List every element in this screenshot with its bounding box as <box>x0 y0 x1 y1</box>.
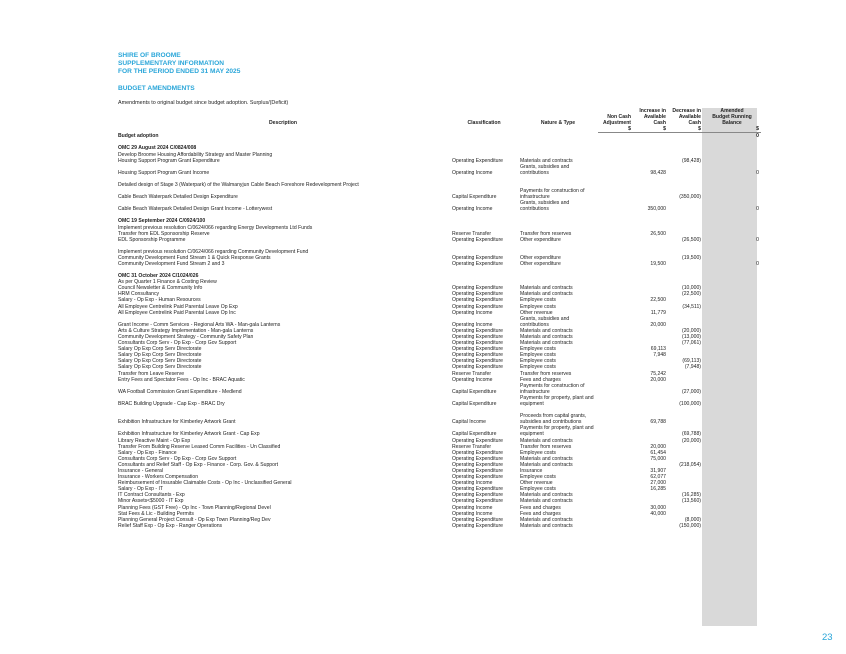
description-cell: Salary Op Exp Corp Serv Directorate <box>118 352 202 359</box>
noncash-cell <box>598 316 633 328</box>
increase-cell: 20,000 <box>650 376 666 383</box>
classification-cell: Operating Expenditure <box>452 498 503 505</box>
nature-cell: Grants, subsidies and contributions <box>520 200 570 213</box>
table-body <box>116 133 761 529</box>
description-cell: Consultants Corp Serv - Op Exp - Corp Gov Support <box>118 340 237 347</box>
nature-cell: Grants, subsidies and contributions <box>520 163 570 176</box>
decrease-cell: (98,428) <box>682 157 701 164</box>
decrease-cell: (150,000) <box>679 522 701 529</box>
classification-cell: Operating Expenditure <box>452 346 503 353</box>
decrease-cell: (22,500) <box>682 291 701 298</box>
noncash-cell <box>598 200 633 212</box>
nature-cell: Materials and contracts <box>520 516 573 523</box>
description-cell: As per Quarter 1 Finance & Costing Review <box>118 279 217 286</box>
description-cell: Consultants Corp Serv - Op Exp - Corp Gov Support <box>118 455 237 462</box>
unit-decrease: $ <box>668 126 703 133</box>
description-cell: Insurance - General <box>118 467 164 474</box>
classification-cell: Operating Expenditure <box>452 364 503 371</box>
increase-cell: 16,285 <box>650 486 666 493</box>
increase-cell: 40,000 <box>650 510 666 517</box>
nature-cell: Materials and contracts <box>520 285 573 292</box>
nature-cell: Materials and contracts <box>520 522 573 529</box>
table-row <box>116 523 761 529</box>
increase-cell: 11,779 <box>650 309 666 316</box>
section-title: BUDGET AMENDMENTS <box>118 85 195 92</box>
nature-cell: Payments for construction of infrastructure <box>520 382 585 395</box>
decrease-cell <box>668 316 703 328</box>
nature-cell: Materials and contracts <box>520 291 573 298</box>
decrease-cell <box>668 413 703 425</box>
description-cell: IT Contract Consultants - Exp <box>118 492 185 499</box>
noncash-cell <box>598 188 633 200</box>
nature-cell: Employee costs <box>520 486 556 493</box>
units-row <box>116 126 761 133</box>
increase-cell <box>633 395 668 407</box>
classification-cell: Operating Expenditure <box>452 157 503 164</box>
decrease-cell: (8,000) <box>684 516 701 523</box>
decrease-cell <box>668 133 703 140</box>
table-row <box>116 133 761 140</box>
decrease-cell: (218,054) <box>679 461 701 468</box>
nature-cell: Employee costs <box>520 352 556 359</box>
increase-cell <box>633 523 668 529</box>
classification-cell: Operating Expenditure <box>452 236 503 243</box>
nature-cell: Grants, subsidies and contributions <box>520 315 570 328</box>
nature-cell: Employee costs <box>520 474 556 481</box>
description-cell: Consultants and Relief Staff - Op Exp - Finance - Corp. Gov. & Support <box>118 461 279 468</box>
classification-cell: Operating Expenditure <box>452 461 503 468</box>
increase-cell: 75,242 <box>650 370 666 377</box>
balance-cell <box>703 425 761 437</box>
description-cell: Salary - Op Exp - Human Resources <box>118 297 201 304</box>
nature-cell: Employee costs <box>520 303 556 310</box>
description-cell: EDL Sponsorship Programme <box>118 236 186 243</box>
header-line-2: SUPPLEMENTARY INFORMATION <box>118 60 224 67</box>
classification-cell: Capital Expenditure <box>452 401 497 408</box>
table-row <box>116 413 761 425</box>
nature-cell: Employee costs <box>520 449 556 456</box>
table-row <box>116 425 761 437</box>
description-cell: Transfer From Building Reserve Leased Comm Facilities - Un Classified <box>118 443 281 450</box>
classification-cell: Operating Expenditure <box>452 516 503 523</box>
nature-cell: Other expenditure <box>520 236 561 243</box>
nature-cell: Materials and contracts <box>520 455 573 462</box>
decrease-cell: (13,560) <box>682 498 701 505</box>
classification-cell: Operating Income <box>452 321 493 328</box>
description-cell: Community Development Strategy - Community Safety Plan <box>118 334 254 340</box>
classification-cell: Operating Expenditure <box>452 285 503 292</box>
table-row <box>116 200 761 212</box>
nature-cell <box>518 133 598 140</box>
description-cell: Minor Assets<$5000 - IT Exp <box>118 498 184 505</box>
col-decrease: Decrease in Available Cash <box>672 108 701 127</box>
classification-cell: Capital Expenditure <box>452 194 497 201</box>
classification-cell: Reserve Transfer <box>452 370 492 377</box>
increase-cell <box>633 133 668 140</box>
description-cell: Reimbursement of Insurable Claimable Costs - Op Inc - Unclassified General <box>118 480 292 487</box>
increase-cell: 27,000 <box>650 480 666 487</box>
intro-text: Amendments to original budget since budget adoption. Surplus/(Deficit) <box>118 100 289 106</box>
balance-cell: 0 <box>756 133 759 140</box>
increase-cell: 69,113 <box>650 346 666 353</box>
increase-cell: 75,000 <box>650 455 666 462</box>
header-row <box>116 108 761 126</box>
description-cell: Salary - Op Exp - IT <box>118 486 164 493</box>
description-cell: Library Reactive Maint - Op Exp <box>118 437 191 444</box>
classification-cell: Operating Expenditure <box>452 486 503 493</box>
classification-cell: Operating Expenditure <box>452 297 503 304</box>
classification-cell: Operating Expenditure <box>452 449 503 456</box>
classification-cell: Operating Expenditure <box>452 327 503 334</box>
increase-cell: 20,000 <box>650 321 666 328</box>
header-line-3: FOR THE PERIOD ENDED 31 MAY 2025 <box>118 68 241 75</box>
description-cell: OMC 31 October 2024 C/1024/026 <box>118 273 199 280</box>
noncash-cell <box>598 523 633 529</box>
increase-cell: 31,907 <box>650 467 666 474</box>
nature-cell: Other revenue <box>520 309 553 316</box>
description-cell: Arts & Culture Strategy Implementation - Man-gala Lanterns <box>118 327 254 334</box>
table-row <box>116 164 761 176</box>
decrease-cell: (13,000) <box>682 334 701 340</box>
nature-cell: Other expenditure <box>520 254 561 261</box>
classification-cell: Operating Expenditure <box>452 340 503 347</box>
nature-cell: Proceeds from capital grants, subsidies and contributions <box>520 413 587 426</box>
unit-balance: $ <box>703 126 761 133</box>
balance-cell <box>703 383 761 395</box>
classification-cell: Operating Expenditure <box>452 254 503 261</box>
classification-cell: Operating Expenditure <box>452 303 503 310</box>
classification-cell: Capital Expenditure <box>452 388 497 395</box>
description-cell: Council Newsletter & Community Info <box>118 285 203 292</box>
noncash-cell <box>598 133 633 140</box>
description-cell: Insurance - Workers Compensation <box>118 474 199 481</box>
description-cell: Budget adoption <box>118 133 159 140</box>
decrease-cell: (19,500) <box>682 254 701 261</box>
description-cell: Salary Op Exp Corp Serv Directorate <box>118 364 202 371</box>
decrease-cell: (20,000) <box>682 327 701 334</box>
col-description: Description <box>268 120 298 127</box>
nature-cell: Other revenue <box>520 480 553 487</box>
description-cell: All Employee Centrelink Paid Parental Leave Op Inc <box>118 309 236 316</box>
description-cell: Housing Support Program Grant Expenditure <box>118 157 220 164</box>
nature-cell: Fees and charges <box>520 376 561 383</box>
nature-cell: Transfer from reserves <box>520 230 572 237</box>
decrease-cell: (100,000) <box>679 401 701 408</box>
decrease-cell: (20,000) <box>682 437 701 444</box>
header-line-1: SHIRE OF BROOME <box>118 52 181 59</box>
description-cell: BRAC Building Upgrade - Cap Exp - BRAC Dry <box>118 401 225 408</box>
classification-cell: Operating Income <box>452 504 493 511</box>
decrease-cell <box>668 164 703 176</box>
increase-cell: 20,000 <box>650 443 666 450</box>
classification-cell: Reserve Transfer <box>452 443 492 450</box>
noncash-cell <box>598 395 633 407</box>
nature-cell: Employee costs <box>520 364 556 371</box>
increase-cell: 350,000 <box>647 206 666 213</box>
description-cell: OMC 29 August 2024 C/0824/008 <box>118 145 197 152</box>
classification-cell: Operating Expenditure <box>452 474 503 481</box>
description-cell: Implement previous resolution C/0624/066 regarding Community Development Fund <box>118 248 309 255</box>
increase-cell <box>633 188 668 200</box>
decrease-cell: (16,285) <box>682 492 701 499</box>
noncash-cell <box>598 425 633 437</box>
description-cell: Develop Broome Housing Affordability Strategy and Master Planning <box>118 151 273 158</box>
report-header <box>118 52 240 76</box>
classification-cell: Operating Income <box>452 376 493 383</box>
nature-cell: Fees and charges <box>520 510 561 517</box>
col-balance: Amended Budget Running Balance <box>712 108 752 127</box>
decrease-cell: (10,000) <box>682 285 701 292</box>
balance-cell: 0 <box>756 206 759 213</box>
balance-cell <box>703 188 761 200</box>
increase-cell: 30,000 <box>650 504 666 511</box>
balance-cell <box>703 395 761 407</box>
classification-cell: Operating Expenditure <box>452 467 503 474</box>
description-cell: Entry Fees and Spectator Fees - Op Inc - BRAC Aquatic <box>118 376 245 383</box>
decrease-cell: (77,061) <box>682 340 701 347</box>
nature-cell: Materials and contracts <box>520 498 573 505</box>
description-cell: Exhibition Infrastructure for Kimberley Artwork Grant <box>118 419 236 426</box>
increase-cell: 69,788 <box>650 419 666 426</box>
classification-cell: Operating Income <box>452 169 493 176</box>
description-cell: Exhibition Infrastructure for Kimberley Artwork Grant - Cap Exp <box>118 431 260 438</box>
description-cell: All Employee Centrelink Paid Parental Leave Op Exp <box>118 303 238 310</box>
nature-cell: Materials and contracts <box>520 461 573 468</box>
balance-cell: 0 <box>756 236 759 243</box>
decrease-cell: (7,948) <box>684 364 701 371</box>
description-cell: HRM Consultancy <box>118 291 160 298</box>
nature-cell: Materials and contracts <box>520 327 573 334</box>
decrease-cell <box>668 200 703 212</box>
classification-cell: Capital Expenditure <box>452 431 497 438</box>
description-cell: Relief Staff Exp - Op Exp - Ranger Operations <box>118 522 223 529</box>
description-cell: Community Development Fund Stream 2 and 3 <box>118 260 225 267</box>
balance-cell <box>703 413 761 425</box>
description-cell: Transfer from Leave Reserve <box>118 370 185 377</box>
nature-cell: Other expenditure <box>520 260 561 267</box>
nature-cell: Employee costs <box>520 346 556 353</box>
description-cell: WA Football Commission Grant Expenditure - Medlend <box>118 388 242 395</box>
classification-cell: Operating Expenditure <box>452 334 503 340</box>
description-cell: Salary Op Exp Corp Serv Directorate <box>118 358 202 365</box>
increase-cell: 62,077 <box>650 474 666 481</box>
classification-cell: Operating Expenditure <box>452 291 503 298</box>
decrease-cell: (69,788) <box>682 431 701 438</box>
col-classification: Classification <box>467 120 501 127</box>
classification-cell: Reserve Transfer <box>452 230 492 237</box>
unit-noncash: $ <box>598 126 633 133</box>
classification-cell: Operating Expenditure <box>452 522 503 529</box>
page-number: 23 <box>822 632 833 643</box>
nature-cell: Payments for construction of infrastructure <box>520 188 585 201</box>
noncash-cell <box>598 383 633 395</box>
nature-cell: Payments for property, plant and equipment <box>520 425 594 438</box>
nature-cell: Materials and contracts <box>520 437 573 444</box>
decrease-cell: (27,000) <box>682 388 701 395</box>
decrease-cell: (34,511) <box>682 303 701 310</box>
noncash-cell <box>598 413 633 425</box>
description-cell: Grant Income - Comm Services - Regional Arts WA - Man-gala Lanterns <box>118 321 281 328</box>
balance-cell <box>703 523 761 529</box>
decrease-cell: (350,000) <box>679 194 701 201</box>
nature-cell: Materials and contracts <box>520 492 573 499</box>
nature-cell: Employee costs <box>520 297 556 304</box>
balance-cell <box>703 316 761 328</box>
nature-cell: Fees and charges <box>520 504 561 511</box>
classification-cell: Operating Income <box>452 510 493 517</box>
description-cell: Salary Op Exp Corp Serv Directorate <box>118 346 202 353</box>
nature-cell: Materials and contracts <box>520 334 573 340</box>
balance-cell: 0 <box>756 260 759 267</box>
classification-cell: Operating Expenditure <box>452 260 503 267</box>
col-nature: Nature & Type <box>540 120 576 127</box>
nature-cell: Employee costs <box>520 358 556 365</box>
classification-cell: Operating Expenditure <box>452 455 503 462</box>
classification-cell: Operating Expenditure <box>452 352 503 359</box>
col-noncash: Non Cash Adjustment <box>602 114 631 127</box>
table-row <box>116 383 761 395</box>
description-cell: Stat Fees & Lic - Building Permits <box>118 510 194 517</box>
nature-cell: Materials and contracts <box>520 157 573 164</box>
description-cell: Planning General Project Consult - Op Exp Town Planning/Reg Dev <box>118 516 271 523</box>
increase-cell <box>633 425 668 437</box>
budget-amendments-table <box>116 108 761 529</box>
classification-cell <box>450 133 518 140</box>
description-cell: Cable Beach Waterpark Detailed Design Grant Income - Lotterywest <box>118 206 273 213</box>
description-cell: Detailed design of Stage 3 (Waterpark) of the Walmanyjun Cable Beach Foreshore Redevelopment Project <box>118 181 359 188</box>
increase-cell <box>633 383 668 395</box>
col-increase: Increase in Available Cash <box>639 108 666 127</box>
decrease-cell: (26,500) <box>682 236 701 243</box>
description-cell: Cable Beach Waterpark Detailed Design Expenditure <box>118 194 238 201</box>
description-cell: Implement previous resolution C/0624/066 regarding Energy Developments Ltd Funds <box>118 224 313 231</box>
increase-cell: 22,500 <box>650 297 666 304</box>
description-cell: OMC 19 September 2024 C/0924/100 <box>118 218 206 225</box>
classification-cell: Operating Income <box>452 309 493 316</box>
nature-cell: Materials and contracts <box>520 340 573 347</box>
increase-cell: 19,500 <box>650 260 666 267</box>
decrease-cell: (69,113) <box>682 358 701 365</box>
description-cell: Planning Fees (GST Free) - Op Inc - Town Planning/Regional Devel <box>118 504 271 511</box>
classification-cell: Operating Income <box>452 480 493 487</box>
description-cell: Salary - Op Exp - Finance <box>118 449 177 456</box>
nature-cell: Payments for property, plant and equipment <box>520 394 594 408</box>
increase-cell: 26,500 <box>650 230 666 237</box>
description-cell: Transfer from EDL Sponsorship Reserve <box>118 230 210 237</box>
classification-cell: Operating Income <box>452 206 493 213</box>
classification-cell: Capital Income <box>452 419 486 426</box>
noncash-cell <box>598 164 633 176</box>
balance-cell: 0 <box>756 169 759 176</box>
classification-cell: Operating Expenditure <box>452 492 503 499</box>
nature-cell: Transfer from reserves <box>520 370 572 377</box>
unit-increase: $ <box>633 126 668 133</box>
classification-cell: Operating Expenditure <box>452 437 503 444</box>
increase-cell: 61,454 <box>650 449 666 456</box>
description-cell: Housing Support Program Grant Income <box>118 169 210 176</box>
increase-cell: 98,428 <box>650 169 666 176</box>
table-row <box>116 188 761 200</box>
nature-cell: Insurance <box>520 467 543 474</box>
nature-cell: Transfer from reserves <box>520 443 572 450</box>
description-cell: Community Development Fund Stream 1 & Quick Response Grants <box>118 254 271 261</box>
classification-cell: Operating Expenditure <box>452 358 503 365</box>
table-row <box>116 395 761 407</box>
increase-cell: 7,948 <box>653 352 666 359</box>
table-row <box>116 316 761 328</box>
